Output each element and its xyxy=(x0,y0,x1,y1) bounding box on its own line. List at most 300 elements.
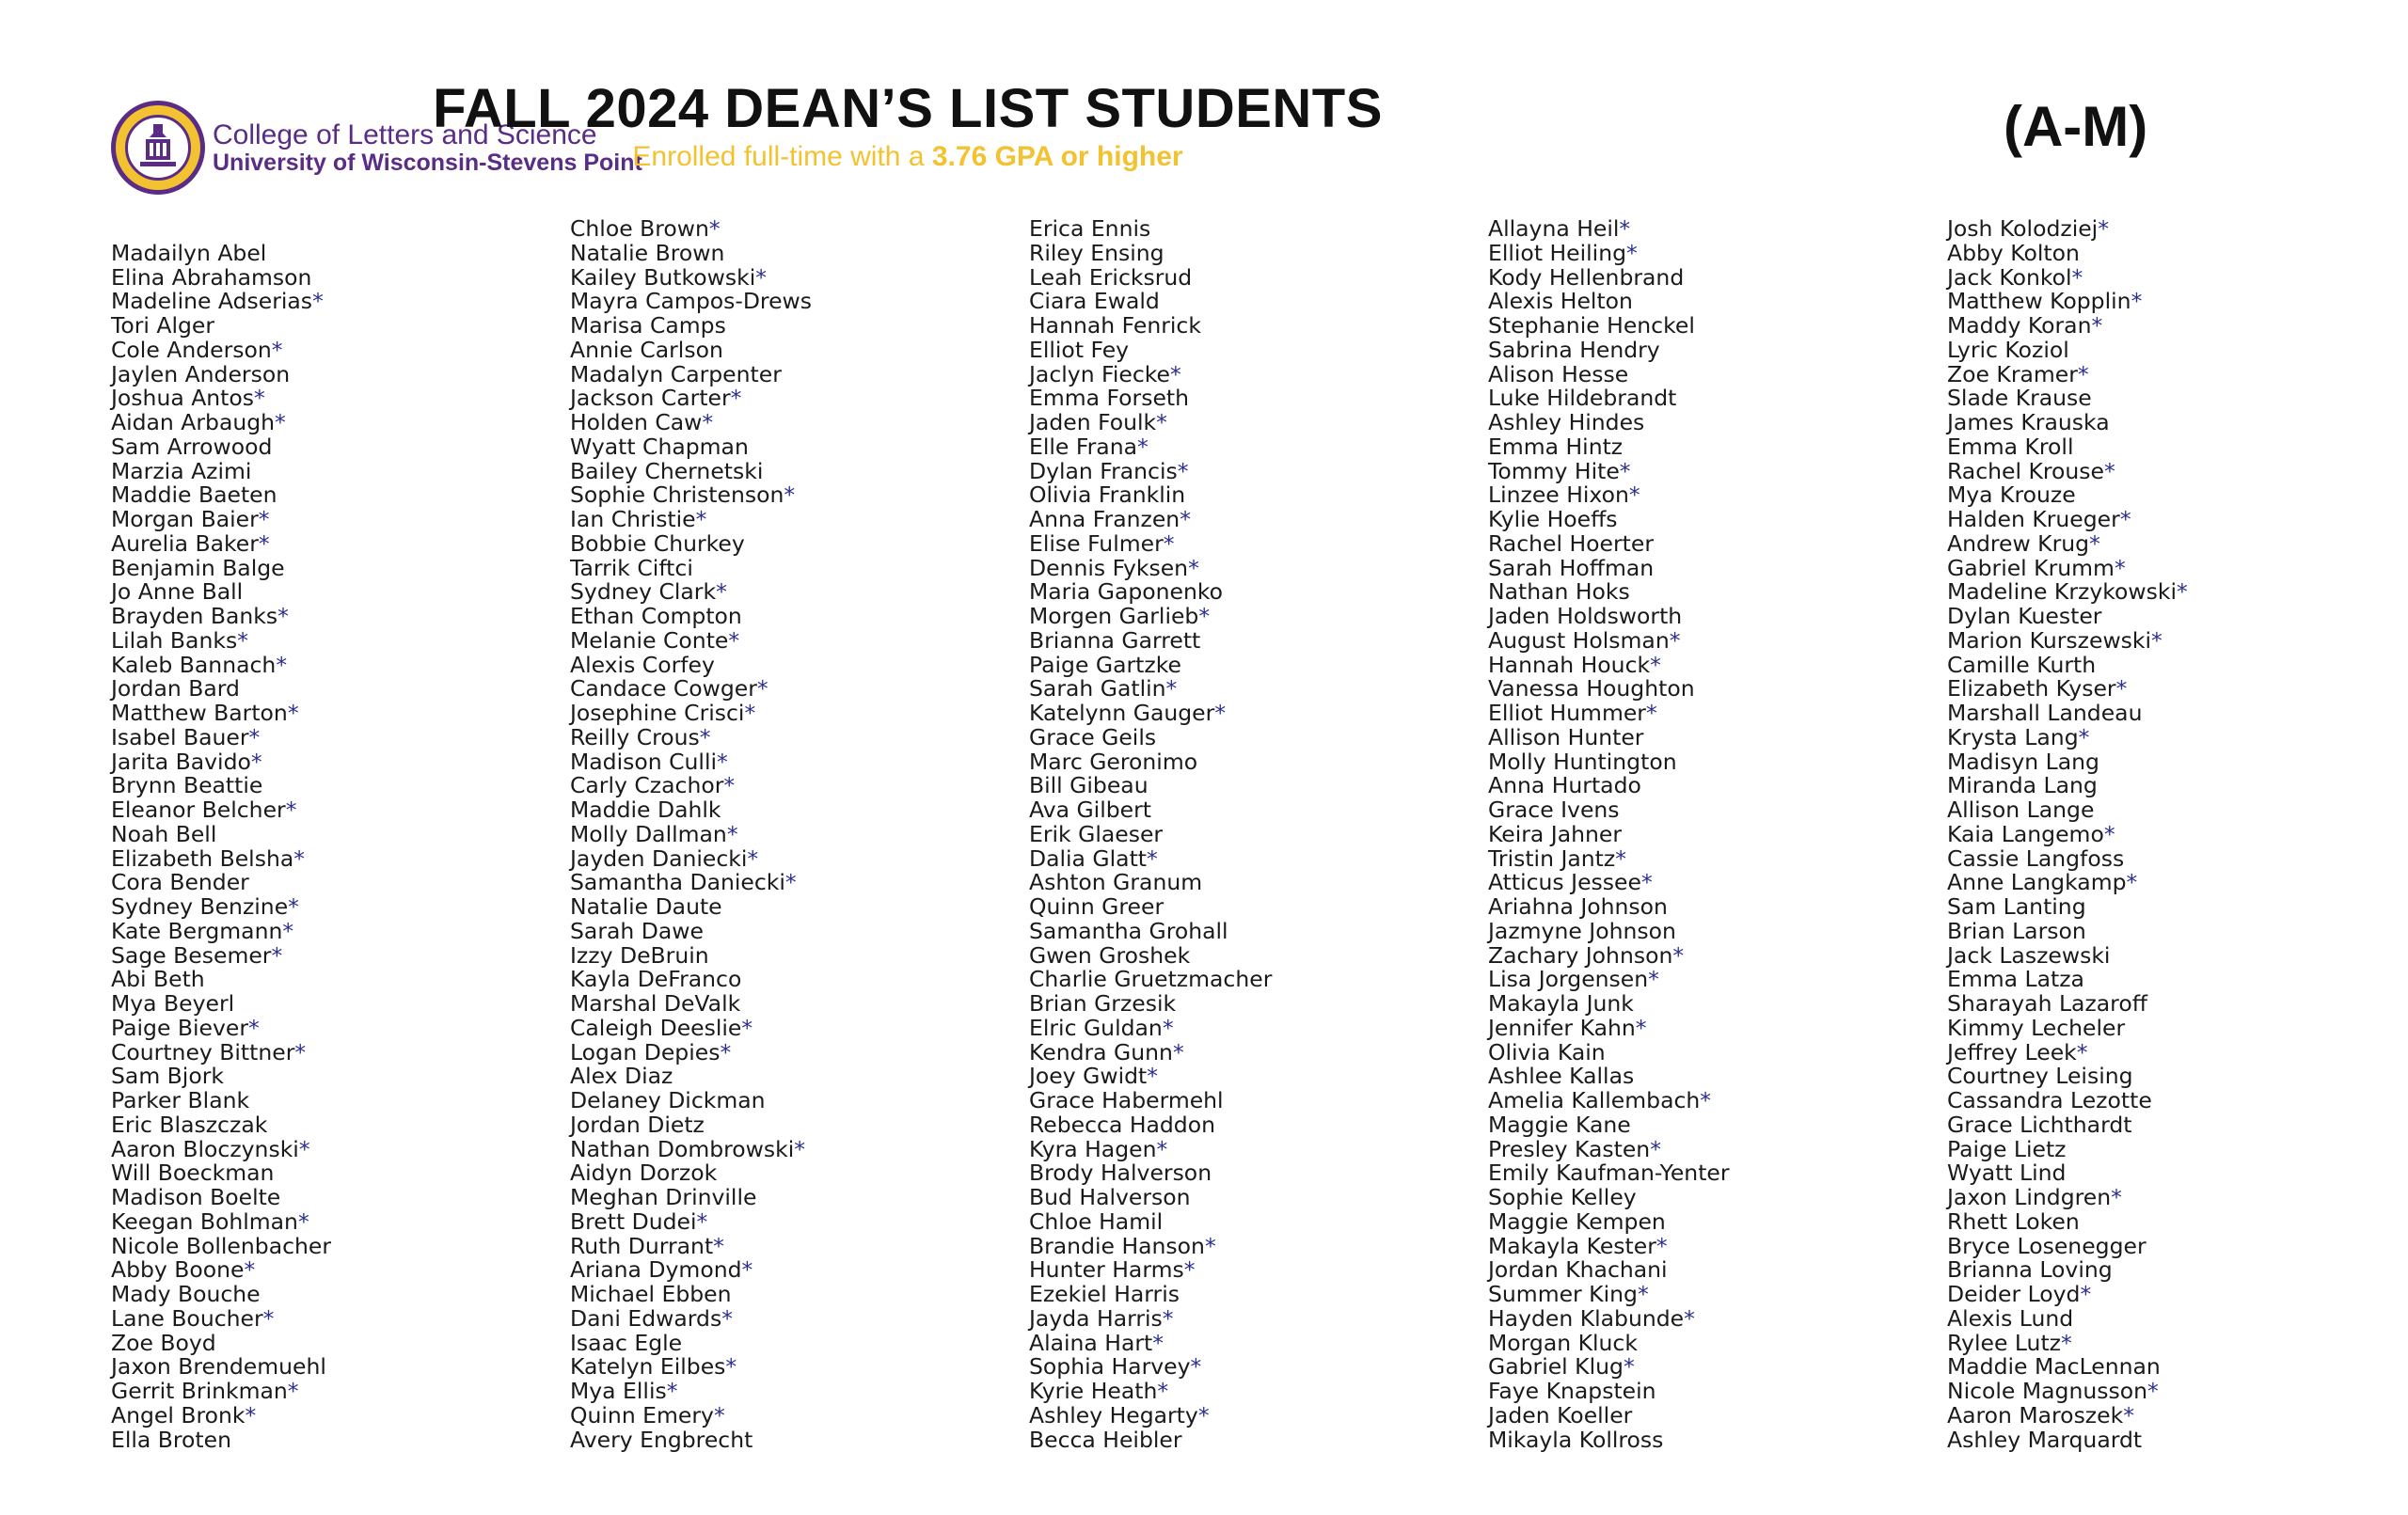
student-name: Ezekiel Harris xyxy=(1029,1281,1180,1307)
student-name: Jaylen Anderson xyxy=(111,360,291,387)
student-name: Paige Lietz xyxy=(1947,1135,2067,1162)
student-name: Natalie Daute xyxy=(570,893,722,920)
student-name: Alaina Hart* xyxy=(1029,1329,1164,1356)
student-name: Meghan Drinville xyxy=(570,1184,757,1210)
student-name: Maria Gaponenko xyxy=(1029,578,1224,606)
subtitle-prefix: Enrolled full-time with a xyxy=(632,141,932,172)
student-name: Jaclyn Fiecke* xyxy=(1029,360,1181,387)
student-name: Katelynn Gauger* xyxy=(1029,700,1227,726)
honors-asterisk: * xyxy=(1162,1014,1174,1041)
student-name: Zachary Johnson* xyxy=(1488,941,1685,969)
student-name: Joshua Antos* xyxy=(111,385,265,412)
student-name: Morgan Baier* xyxy=(111,506,270,532)
honors-asterisk: * xyxy=(287,700,299,726)
student-name: Rebecca Haddon xyxy=(1029,1111,1215,1138)
student-name: Kimmy Lecheler xyxy=(1947,1014,2126,1041)
student-name: Gwen Groshek xyxy=(1029,941,1191,969)
student-name: Alexis Corfey xyxy=(570,651,715,678)
student-name: Emma Latza xyxy=(1947,966,2084,993)
student-name: Krysta Lang* xyxy=(1947,723,2090,750)
honors-asterisk: * xyxy=(254,385,265,412)
student-name: Maddie MacLennan xyxy=(1947,1353,2161,1381)
student-name: Hayden Klabunde* xyxy=(1488,1304,1695,1332)
page-subtitle xyxy=(0,141,1815,173)
student-name: Bud Halverson xyxy=(1029,1184,1191,1210)
student-name: Ethan Compton xyxy=(570,603,742,629)
student-name: Aaron Bloczynski* xyxy=(111,1135,310,1162)
student-name: Abby Kolton xyxy=(1947,239,2080,266)
student-name: Elliot Hummer* xyxy=(1488,700,1657,726)
student-name: Jaxon Brendemuehl xyxy=(111,1353,326,1381)
university-name: University of Wisconsin-Stevens Point xyxy=(213,150,642,176)
student-name: Elliot Fey xyxy=(1029,336,1130,363)
honors-asterisk: * xyxy=(1137,433,1149,460)
student-name: Matthew Barton* xyxy=(111,700,299,726)
honors-asterisk: * xyxy=(297,1207,309,1235)
honors-asterisk: * xyxy=(2077,360,2089,387)
student-name: Grace Geils xyxy=(1029,723,1157,750)
student-name: Anna Hurtado xyxy=(1488,772,1641,799)
student-name: Tristin Jantz* xyxy=(1488,844,1626,872)
student-name: Sam Lanting xyxy=(1947,893,2086,920)
student-name: Bailey Chernetski xyxy=(570,457,764,484)
honors-asterisk: * xyxy=(708,215,721,242)
student-name: Hunter Harms* xyxy=(1029,1256,1196,1284)
student-name: Madison Culli* xyxy=(570,748,728,775)
honors-asterisk: * xyxy=(1180,506,1191,532)
honors-asterisk: * xyxy=(725,1353,737,1381)
student-name xyxy=(111,217,331,242)
honors-asterisk: * xyxy=(1177,457,1189,484)
student-name: Kayla DeFranco xyxy=(570,966,742,993)
honors-asterisk: * xyxy=(250,748,262,775)
honors-asterisk: * xyxy=(728,626,740,654)
student-name: Halden Krueger* xyxy=(1947,506,2131,532)
student-name: Gabriel Krumm* xyxy=(1947,554,2126,581)
honors-asterisk: * xyxy=(702,409,714,435)
student-name: Sophia Harvey* xyxy=(1029,1353,1202,1381)
student-name: Maggie Kempen xyxy=(1488,1207,1666,1235)
student-name: Marshal DeValk xyxy=(570,990,741,1017)
student-name: Quinn Greer xyxy=(1029,893,1164,920)
student-name: Paige Biever* xyxy=(111,1014,260,1041)
student-name: Kody Hellenbrand xyxy=(1488,263,1685,291)
student-name: Sharayah Lazaroff xyxy=(1947,990,2147,1017)
student-name: Marisa Camps xyxy=(570,312,726,339)
honors-asterisk: * xyxy=(1656,1232,1668,1259)
student-name: Marc Geronimo xyxy=(1029,748,1198,775)
honors-asterisk: * xyxy=(1152,1329,1164,1356)
honors-asterisk: * xyxy=(726,820,738,847)
student-name: Jaden Foulk* xyxy=(1029,409,1167,435)
honors-asterisk: * xyxy=(2131,288,2143,315)
student-name: Paige Gartzke xyxy=(1029,651,1181,678)
student-name: Nathan Hoks xyxy=(1488,578,1630,606)
student-name: Noah Bell xyxy=(111,820,217,847)
student-name: Sabrina Hendry xyxy=(1488,336,1660,363)
honors-asterisk: * xyxy=(1619,457,1631,484)
student-name: Emily Kaufman-Yenter xyxy=(1488,1160,1730,1187)
honors-asterisk: * xyxy=(1650,651,1661,678)
student-name: James Krauska xyxy=(1947,409,2110,435)
student-name: Charlie Gruetzmacher xyxy=(1029,966,1273,993)
student-name: Faye Knapstein xyxy=(1488,1378,1656,1404)
student-column-1 xyxy=(111,217,331,1452)
honors-asterisk: * xyxy=(2123,1401,2134,1428)
honors-asterisk: * xyxy=(248,1014,260,1041)
student-name: Jordan Bard xyxy=(111,675,240,702)
student-column-4 xyxy=(1488,217,1730,1452)
alphabet-range: (A-M) xyxy=(2004,95,2148,158)
student-name: Brian Larson xyxy=(1947,917,2086,944)
student-name: Elina Abrahamson xyxy=(111,263,312,291)
student-name: Chloe Brown* xyxy=(570,215,721,242)
student-name: Maggie Kane xyxy=(1488,1111,1631,1138)
student-name: Madalyn Carpenter xyxy=(570,360,782,387)
student-name: Dani Edwards* xyxy=(570,1304,733,1332)
student-name: Ariahna Johnson xyxy=(1488,893,1668,920)
honors-asterisk: * xyxy=(1648,966,1659,993)
student-name: Ian Christie* xyxy=(570,506,707,532)
student-name: Aurelia Baker* xyxy=(111,529,270,557)
honors-asterisk: * xyxy=(237,626,248,654)
student-name: Sophie Christenson* xyxy=(570,481,796,509)
student-name: Ashley Hindes xyxy=(1488,409,1645,435)
student-name: Keegan Bohlman* xyxy=(111,1207,309,1235)
honors-asterisk: * xyxy=(695,506,707,532)
student-name: Mya Krouze xyxy=(1947,481,2076,509)
student-name: Samantha Grohall xyxy=(1029,917,1228,944)
student-name: Brianna Loving xyxy=(1947,1256,2113,1284)
honors-asterisk: * xyxy=(755,263,768,291)
student-name: Sam Bjork xyxy=(111,1063,224,1090)
student-name: Cassandra Lezotte xyxy=(1947,1087,2152,1113)
student-name: Morgen Garlieb* xyxy=(1029,603,1211,629)
student-name: Carly Czachor* xyxy=(570,772,736,799)
student-name: Jackson Carter* xyxy=(570,385,742,412)
student-name: Deider Loyd* xyxy=(1947,1281,2092,1307)
student-name: Bill Gibeau xyxy=(1029,772,1149,799)
student-name: Ruth Durrant* xyxy=(570,1232,724,1259)
honors-asterisk: * xyxy=(2080,1281,2092,1307)
honors-asterisk: * xyxy=(1147,1063,1158,1090)
student-name: Alison Hesse xyxy=(1488,360,1629,387)
student-name: Quinn Emery* xyxy=(570,1401,725,1428)
honors-asterisk: * xyxy=(756,675,768,702)
student-name: Elric Guldan* xyxy=(1029,1014,1174,1041)
honors-asterisk: * xyxy=(2071,263,2083,291)
student-name: Erik Glaeser xyxy=(1029,820,1164,847)
honors-asterisk: * xyxy=(2103,820,2115,847)
student-name: Camille Kurth xyxy=(1947,651,2097,678)
student-name: Dennis Fyksen* xyxy=(1029,554,1199,581)
student-name: Melanie Conte* xyxy=(570,626,740,654)
student-name: Marzia Azimi xyxy=(111,457,252,484)
student-name: Lyric Koziol xyxy=(1947,336,2069,363)
student-name: Grace Lichthardt xyxy=(1947,1111,2132,1138)
honors-asterisk: * xyxy=(271,941,283,969)
honors-asterisk: * xyxy=(716,578,727,606)
student-name: Slade Krause xyxy=(1947,385,2092,412)
student-name: Jennifer Kahn* xyxy=(1488,1014,1647,1041)
student-name: Kylie Hoeffs xyxy=(1488,506,1618,532)
student-name: Alexis Lund xyxy=(1947,1304,2074,1332)
honors-asterisk: * xyxy=(784,481,796,509)
honors-asterisk: * xyxy=(245,1401,257,1428)
student-name: Reilly Crous* xyxy=(570,723,711,750)
student-name: Madeline Adserias* xyxy=(111,288,324,315)
honors-asterisk: * xyxy=(1156,409,1167,435)
student-name: Josephine Crisci* xyxy=(570,700,756,726)
honors-asterisk: * xyxy=(1190,1353,1202,1381)
student-column-2 xyxy=(570,217,812,1452)
student-name: Abi Beth xyxy=(111,966,205,993)
student-name: Jordan Dietz xyxy=(570,1111,705,1138)
honors-asterisk: * xyxy=(2126,869,2138,896)
honors-asterisk: * xyxy=(1615,844,1626,872)
student-name: Ella Broten xyxy=(111,1426,231,1453)
honors-asterisk: * xyxy=(2147,1378,2159,1404)
honors-asterisk: * xyxy=(1640,869,1653,896)
student-name: Luke Hildebrandt xyxy=(1488,385,1677,412)
student-name: Atticus Jessee* xyxy=(1488,869,1653,896)
student-name: Sarah Gatlin* xyxy=(1029,675,1178,702)
student-name: Ariana Dymond* xyxy=(570,1256,753,1284)
student-name: Emma Hintz xyxy=(1488,433,1624,460)
student-name: Kendra Gunn* xyxy=(1029,1038,1184,1065)
honors-asterisk: * xyxy=(1637,1281,1649,1307)
student-name: Summer King* xyxy=(1488,1281,1649,1307)
student-name: Elle Frana* xyxy=(1029,433,1149,460)
student-name: Dylan Francis* xyxy=(1029,457,1189,484)
student-name: Michael Ebben xyxy=(570,1281,732,1307)
student-name: Erica Ennis xyxy=(1029,215,1151,242)
student-name: Mikayla Kollross xyxy=(1488,1426,1664,1453)
student-column-5 xyxy=(1947,217,2188,1452)
honors-asterisk: * xyxy=(1156,1135,1168,1162)
honors-asterisk: * xyxy=(1188,554,1199,581)
honors-asterisk: * xyxy=(2119,506,2131,532)
honors-asterisk: * xyxy=(1650,1135,1661,1162)
student-name: Cassie Langfoss xyxy=(1947,844,2125,872)
honors-asterisk: * xyxy=(2089,529,2100,557)
honors-asterisk: * xyxy=(720,1038,732,1065)
honors-asterisk: * xyxy=(2177,578,2188,606)
student-name: Aidan Arbaugh* xyxy=(111,409,286,435)
student-name: Bryce Losenegger xyxy=(1947,1232,2147,1259)
honors-asterisk: * xyxy=(1628,481,1640,509)
honors-asterisk: * xyxy=(1162,1304,1174,1332)
student-name: Maddie Baeten xyxy=(111,481,277,509)
honors-asterisk: * xyxy=(666,1378,678,1404)
student-name: Eric Blaszczak xyxy=(111,1111,268,1138)
student-name: August Holsman* xyxy=(1488,626,1681,654)
student-name: Bobbie Churkey xyxy=(570,529,745,557)
student-name: Elizabeth Kyser* xyxy=(1947,675,2128,702)
student-name: Tori Alger xyxy=(111,312,215,339)
student-name: Olivia Kain xyxy=(1488,1038,1606,1065)
student-name: Allison Hunter xyxy=(1488,723,1644,750)
student-name: Jazmyne Johnson xyxy=(1488,917,1676,944)
student-name: Morgan Kluck xyxy=(1488,1329,1638,1356)
student-name: Maddy Koran* xyxy=(1947,312,2103,339)
honors-asterisk: * xyxy=(288,893,299,920)
student-name: Annie Carlson xyxy=(570,336,723,363)
student-name: Parker Blank xyxy=(111,1087,250,1113)
honors-asterisk: * xyxy=(784,869,797,896)
student-name: Elise Fulmer* xyxy=(1029,529,1175,557)
honors-asterisk: * xyxy=(282,917,294,944)
honors-asterisk: * xyxy=(794,1135,806,1162)
honors-asterisk: * xyxy=(1619,215,1631,242)
student-name: Jaden Holdsworth xyxy=(1488,603,1683,629)
student-name: Katelyn Eilbes* xyxy=(570,1353,737,1381)
student-name: Maddie Dahlk xyxy=(570,797,721,823)
student-name: Mya Beyerl xyxy=(111,990,235,1017)
student-name: Matthew Kopplin* xyxy=(1947,288,2143,315)
student-name: Vanessa Houghton xyxy=(1488,675,1695,702)
student-name: Isaac Egle xyxy=(570,1329,683,1356)
student-name: Nathan Dombrowski* xyxy=(570,1135,806,1162)
student-name: Lisa Jorgensen* xyxy=(1488,966,1659,993)
honors-asterisk: * xyxy=(298,1135,310,1162)
student-name: Gabriel Klug* xyxy=(1488,1353,1635,1381)
honors-asterisk: * xyxy=(2061,1329,2072,1356)
honors-asterisk: * xyxy=(244,1256,256,1284)
honors-asterisk: * xyxy=(248,723,261,750)
honors-asterisk: * xyxy=(1147,844,1158,872)
student-name: Alexis Helton xyxy=(1488,288,1633,315)
student-name: Joey Gwidt* xyxy=(1029,1063,1158,1090)
student-name: Becca Heibler xyxy=(1029,1426,1182,1453)
honors-asterisk: * xyxy=(1626,239,1638,266)
honors-asterisk: * xyxy=(1163,529,1175,557)
student-name: Natalie Brown xyxy=(570,239,725,266)
honors-asterisk: * xyxy=(723,772,736,799)
student-name: Linzee Hixon* xyxy=(1488,481,1640,509)
honors-asterisk: * xyxy=(2104,457,2115,484)
honors-asterisk: * xyxy=(262,1304,275,1332)
honors-asterisk: * xyxy=(1669,626,1681,654)
student-name: Jack Konkol* xyxy=(1947,263,2083,291)
student-name: Jarita Bavido* xyxy=(111,748,262,775)
student-name: Rachel Hoerter xyxy=(1488,529,1654,557)
gpa-requirement: 3.76 GPA or higher xyxy=(931,141,1183,172)
student-name: Jordan Khachani xyxy=(1488,1256,1668,1284)
student-name: Abby Boone* xyxy=(111,1256,256,1284)
honors-asterisk: * xyxy=(1204,1232,1216,1259)
student-name: Ashton Granum xyxy=(1029,869,1203,896)
student-name: Grace Habermehl xyxy=(1029,1087,1224,1113)
student-name: Elliot Heiling* xyxy=(1488,239,1638,266)
honors-asterisk: * xyxy=(1214,700,1227,726)
honors-asterisk: * xyxy=(713,1401,725,1428)
student-name: Kailey Butkowski* xyxy=(570,263,768,291)
honors-asterisk: * xyxy=(721,1304,733,1332)
student-name: Nicole Magnusson* xyxy=(1947,1378,2159,1404)
student-name: Andrew Krug* xyxy=(1947,529,2100,557)
student-name: Keira Jahner xyxy=(1488,820,1622,847)
honors-asterisk: * xyxy=(1623,1353,1635,1381)
student-name: Candace Cowger* xyxy=(570,675,768,702)
student-name: Jayden Daniecki* xyxy=(570,844,759,872)
student-name: Amelia Kallembach* xyxy=(1488,1087,1712,1113)
student-name: Ava Gilbert xyxy=(1029,797,1151,823)
honors-asterisk: * xyxy=(2151,626,2162,654)
student-name: Angel Bronk* xyxy=(111,1401,257,1428)
honors-asterisk: * xyxy=(277,603,289,629)
student-name: Chloe Hamil xyxy=(1029,1207,1164,1235)
student-name: Molly Dallman* xyxy=(570,820,738,847)
student-name: Ashley Hegarty* xyxy=(1029,1401,1210,1428)
honors-asterisk: * xyxy=(747,844,759,872)
page-title: FALL 2024 DEAN’S LIST STUDENTS xyxy=(433,78,1383,139)
student-name: Dalia Glatt* xyxy=(1029,844,1158,872)
student-name: Brandie Hanson* xyxy=(1029,1232,1216,1259)
student-name: Delaney Dickman xyxy=(570,1087,766,1113)
student-name: Jaxon Lindgren* xyxy=(1947,1184,2122,1210)
student-name: Allison Lange xyxy=(1947,797,2095,823)
student-name: Aidyn Dorzok xyxy=(570,1160,718,1187)
student-name: Sydney Clark* xyxy=(570,578,727,606)
student-name: Mya Ellis* xyxy=(570,1378,678,1404)
honors-asterisk: * xyxy=(2114,554,2126,581)
student-name: Molly Huntington xyxy=(1488,748,1677,775)
student-name: Eleanor Belcher* xyxy=(111,797,297,823)
honors-asterisk: * xyxy=(287,1378,299,1404)
student-name: Emma Forseth xyxy=(1029,385,1190,412)
college-name: College of Letters and Science xyxy=(213,119,597,150)
student-name: Zoe Boyd xyxy=(111,1329,216,1356)
honors-asterisk: * xyxy=(741,1256,753,1284)
honors-asterisk: * xyxy=(713,1232,724,1259)
honors-asterisk: * xyxy=(276,651,288,678)
student-name: Hannah Fenrick xyxy=(1029,312,1201,339)
student-name: Sarah Hoffman xyxy=(1488,554,1655,581)
student-name: Cole Anderson* xyxy=(111,336,283,363)
student-name: Caleigh Deeslie* xyxy=(570,1014,753,1041)
student-name: Elizabeth Belsha* xyxy=(111,844,305,872)
student-name: Brynn Beattie xyxy=(111,772,263,799)
student-name: Sam Arrowood xyxy=(111,433,273,460)
student-name: Tarrik Ciftci xyxy=(570,554,693,581)
student-name: Rylee Lutz* xyxy=(1947,1329,2072,1356)
student-name: Marion Kurszewski* xyxy=(1947,626,2162,654)
student-name: Cora Bender xyxy=(111,869,249,896)
student-name: Tommy Hite* xyxy=(1488,457,1631,484)
honors-asterisk: * xyxy=(1700,1087,1712,1113)
student-name: Sage Besemer* xyxy=(111,941,283,969)
student-name: Madailyn Abel xyxy=(111,239,267,266)
honors-asterisk: * xyxy=(271,336,283,363)
honors-asterisk: * xyxy=(696,1207,708,1235)
student-name: Riley Ensing xyxy=(1029,239,1164,266)
honors-asterisk: * xyxy=(1172,1038,1184,1065)
honors-asterisk: * xyxy=(744,700,756,726)
student-name: Nicole Bollenbacher xyxy=(111,1232,332,1259)
student-name: Mayra Campos-Drews xyxy=(570,288,812,315)
student-name: Rachel Krouse* xyxy=(1947,457,2115,484)
student-column-3 xyxy=(1029,217,1272,1452)
honors-asterisk: * xyxy=(1197,1401,1210,1428)
student-name: Kyra Hagen* xyxy=(1029,1135,1168,1162)
student-name: Logan Depies* xyxy=(570,1038,732,1065)
honors-asterisk: * xyxy=(699,723,711,750)
student-name: Ashley Marquardt xyxy=(1947,1426,2143,1453)
honors-asterisk: * xyxy=(293,844,305,872)
honors-asterisk: * xyxy=(1165,675,1178,702)
student-name: Kaia Langemo* xyxy=(1947,820,2115,847)
